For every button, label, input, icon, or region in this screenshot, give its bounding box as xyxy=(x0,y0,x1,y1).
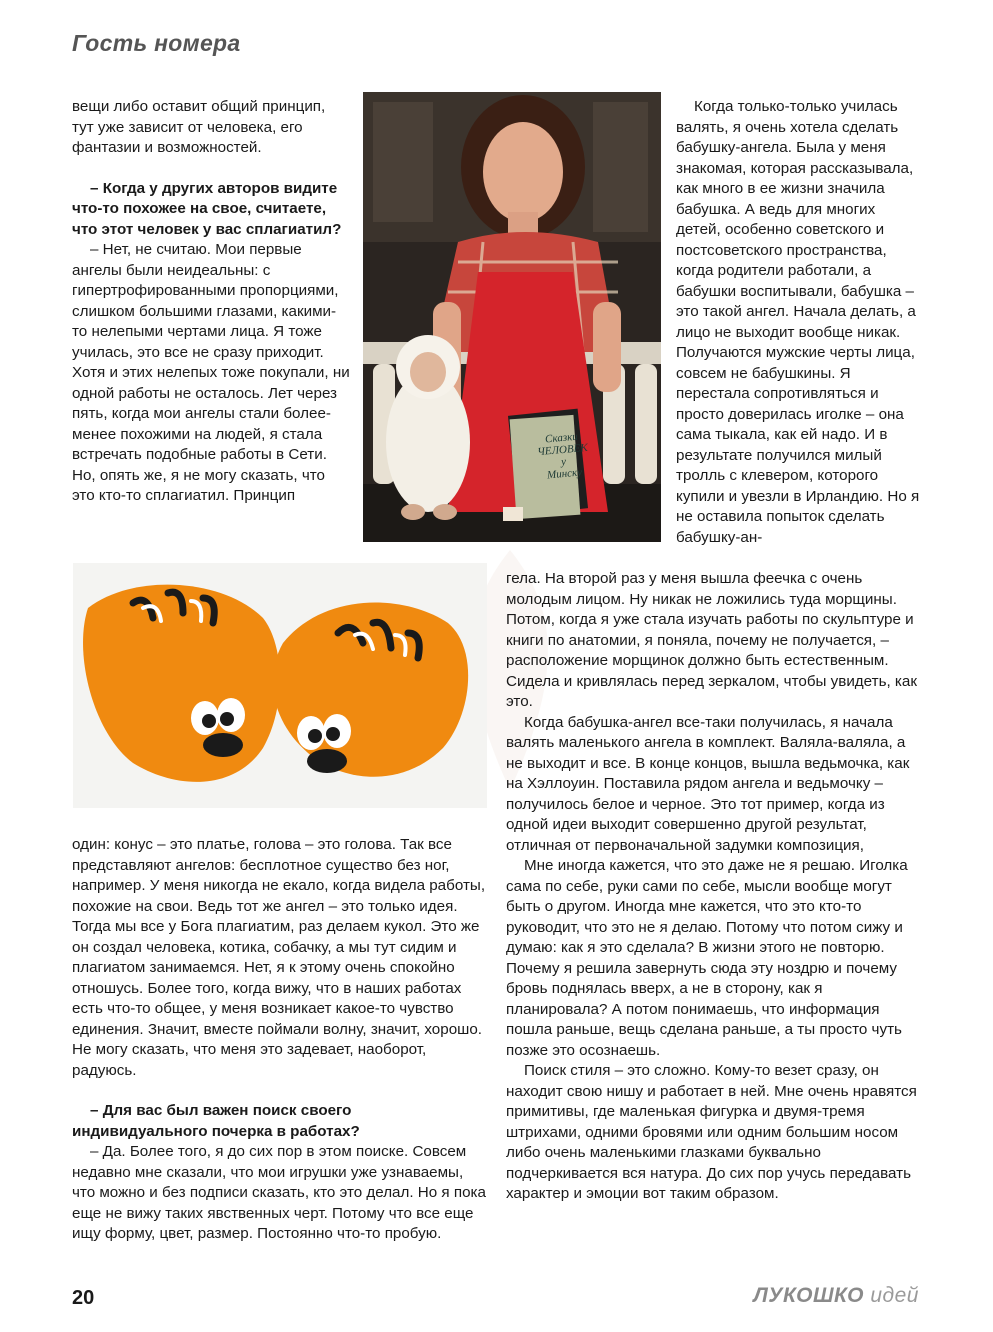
section-title: Гость номера xyxy=(72,30,241,56)
felted-slippers-photo xyxy=(73,563,487,808)
interview-question: – Когда у других авторов видите что-то похожее на свое, считаете, что этот человек у вас сплагиатил? xyxy=(72,179,342,238)
column-left-top xyxy=(72,97,350,507)
paragraph: Поиск стиля – это сложно. Кому-то везет сразу, он находит свою нишу и работает в ней. Мне очень нравятся примитивы, где маленькая фигурка и двумя-тремя штрихами, одними бровями или одним большим носом либо очень маленькими глазками буквально подчеркивается вся натура. До сих пор учусь передавать характер и эмоции вот таким образом. xyxy=(506,1062,917,1202)
paragraph: вещи либо оставит общий принцип, тут уже зависит от человека, его фантазии и возможностей. xyxy=(72,98,326,156)
paragraph: Когда только-только училась валять, я очень хотела сделать бабушку-ангела. Была у меня знакомая, которая рассказывала, как много в ее жизни значила бабушка. А ведь для многих детей, особенно советского и постсоветского пространства, когда родители работали, а бабушки воспитывали, бабушка – это такой ангел. Начала делать, а лицо не выходит вообще никак. Получаются мужские черты лица, совсем не бабушкины. Я перестала сопротивляться и просто доверилась иголке – она сама тыкала, как ей надо. И в результате получился милый тролль с клевером, которого купили и увезли в Ирландию. Но я не оставила попыток сделать бабушку-ан- xyxy=(676,98,920,546)
book-title: Сказки ЧЕЛОВЕК у Минску xyxy=(536,430,589,482)
author-photo xyxy=(363,92,661,542)
column-right-top xyxy=(676,97,921,548)
page-number: 20 xyxy=(72,1287,95,1309)
paragraph: гела. На второй раз у меня вышла феечка с очень молодым лицом. Ну никак не ложились туда морщины. Потом, когда я уже стала изучать работы по скульптуре и книги по анатомии, я поняла, почему не получается, – расположение морщинок должно быть естественным. Сидела и кривлялась перед зеркалом, чтобы увидеть, как это. xyxy=(506,570,917,710)
paragraph: Когда бабушка-ангел все-таки получилась, я начала валять маленького ангела в комплект. Валяла-валяла, а не выходит и все. В конце концов, вышла ведьмочка, как на Хэллоуин. Поставила рядом ангела и ведьмочку – получилось белое и черное. Это тот пример, когда из одной идеи выходит совершенно другой результат, отличная от первоначальной задумки композиция, xyxy=(506,713,910,854)
paragraph: Мне иногда кажется, что это даже не я решаю. Иголка сама по себе, руки сами по себе, мысли вообще могут быть о другом. Иногда мне кажется, что это кто-то руководит, что это не я делаю. Потому что потом сижу и думаю: как я это сделала? В жизни этого не повторю. Почему я решила завернуть сюда эту ноздрю и почему бровь поднялась вверх, а не в сторону, как я планировала? А потом понимаешь, что информация пошла раньше, вещь сделана раньше, а ты просто чуть позже это осознаешь. xyxy=(506,857,908,1059)
column-left-bottom xyxy=(72,835,486,1245)
paragraph: один: конус – это платье, голова – это голова. Так все представляют ангелов: бесплотное существо без ног, например. У меня никогда не екало, когда видела работы, похожие на свои. Ведь тот же ангел – это только идея. Тогда мы все у Бога плагиатим, раз делаем кукол. Это же он создал человека, котика, собачку, а мы тут сидим и плагиатом занимаемся. Нет, я к этому очень спокойно отношусь. Более того, когда вижу, что в наших работах есть что-то общее, у меня возникает какое-то чувство единения. Значит, вместе поймали волну, значит, хорошо. Не могу сказать, что меня это задевает, наоборот, радуюсь. xyxy=(72,836,486,1079)
magazine-logo: ЛУКОШКО идей xyxy=(753,1284,919,1307)
interview-question: – Для вас был важен поиск своего индивидуального почерка в работах? xyxy=(72,1102,360,1140)
paragraph: – Нет, не считаю. Мои первые ангелы были неидеальны: с гипертрофированными пропорциями, слишком большими глазами, какими-то нелепыми чертами лица. Я тоже училась, это все не сразу приходит. Хотя и этих нелепых тоже покупали, ни одной работы не осталось. Лет через пять, когда мои ангелы стали более-менее похожими на людей, я стала встречать подобные работы в Сети. Но, опять же, я не могу сказать, что это кто-то сплагиатил. Принцип xyxy=(72,241,350,504)
column-right-bottom xyxy=(506,569,922,1205)
paragraph: – Да. Более того, я до сих пор в этом поиске. Совсем недавно мне сказали, что мои игрушки уже узнаваемы, что можно и без подписи сказать, кто это делал. Но я пока еще не вижу таких явственных черт. Потому что все еще ищу форму, цвет, размер. Постоянно что-то пробую. xyxy=(72,1143,486,1242)
